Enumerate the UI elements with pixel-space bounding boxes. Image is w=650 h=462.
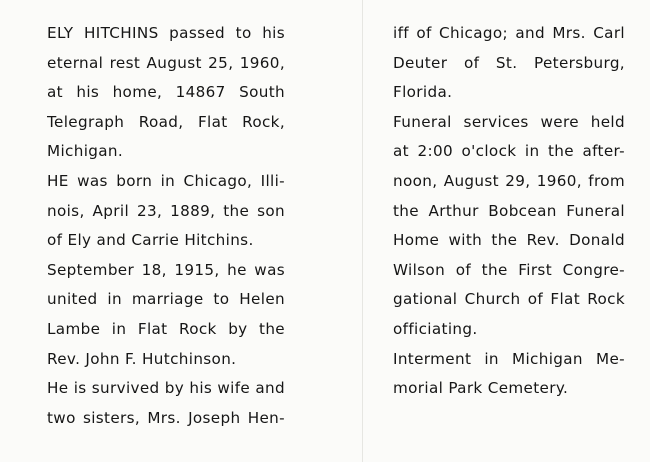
text-line: united in marriage to Helen [47,290,285,309]
text-line: Telegraph Road, Flat Rock, [47,112,285,131]
text-line: Deuter of St. Petersburg, [393,53,625,72]
text-line: Michigan. [47,142,124,161]
text-line: gational Church of Flat Rock [393,290,625,309]
paragraph-birth [47,167,285,256]
text-line: nois, April 23, 1889, the son [47,201,285,220]
text-line: the Arthur Bobcean Funeral [393,201,625,220]
text-line: Home with the Rev. Donald [393,231,625,250]
paragraph-interment [393,345,625,404]
text-line: Interment in Michigan Me- [393,349,625,368]
text-line: Rev. John F. Hutchinson. [47,349,237,368]
text-line: two sisters, Mrs. Joseph Hen- [47,408,285,427]
paragraph-funeral-services [393,108,625,345]
text-line: at his home, 14867 South [47,83,285,102]
text-line: iff of Chicago; and Mrs. Carl [393,24,625,42]
text-line: ELY HITCHINS passed to his [47,24,285,42]
paragraph-death-notice [47,19,285,167]
text-line: at 2:00 o'clock in the after- [393,142,625,161]
paragraph-survivors [47,374,285,433]
paragraph-marriage [47,256,285,374]
text-line: morial Park Cemetery. [393,379,569,398]
paragraph-survivors-continued [393,19,625,108]
text-line: noon, August 29, 1960, from [393,171,625,190]
text-line: Wilson of the First Congre- [393,260,625,279]
text-line: of Ely and Carrie Hitchins. [47,231,254,250]
right-column [393,19,625,404]
text-line: He is survived by his wife and [47,379,285,398]
text-line: September 18, 1915, he was [47,260,285,279]
text-line: Florida. [393,83,453,102]
text-line: Lambe in Flat Rock by the [47,319,285,338]
text-line: Funeral services were held [393,112,625,131]
text-line: eternal rest August 25, 1960, [47,53,285,72]
column-divider [362,0,363,462]
left-column [47,19,285,433]
text-line: HE was born in Chicago, Illi- [47,171,285,190]
text-line: officiating. [393,319,478,338]
